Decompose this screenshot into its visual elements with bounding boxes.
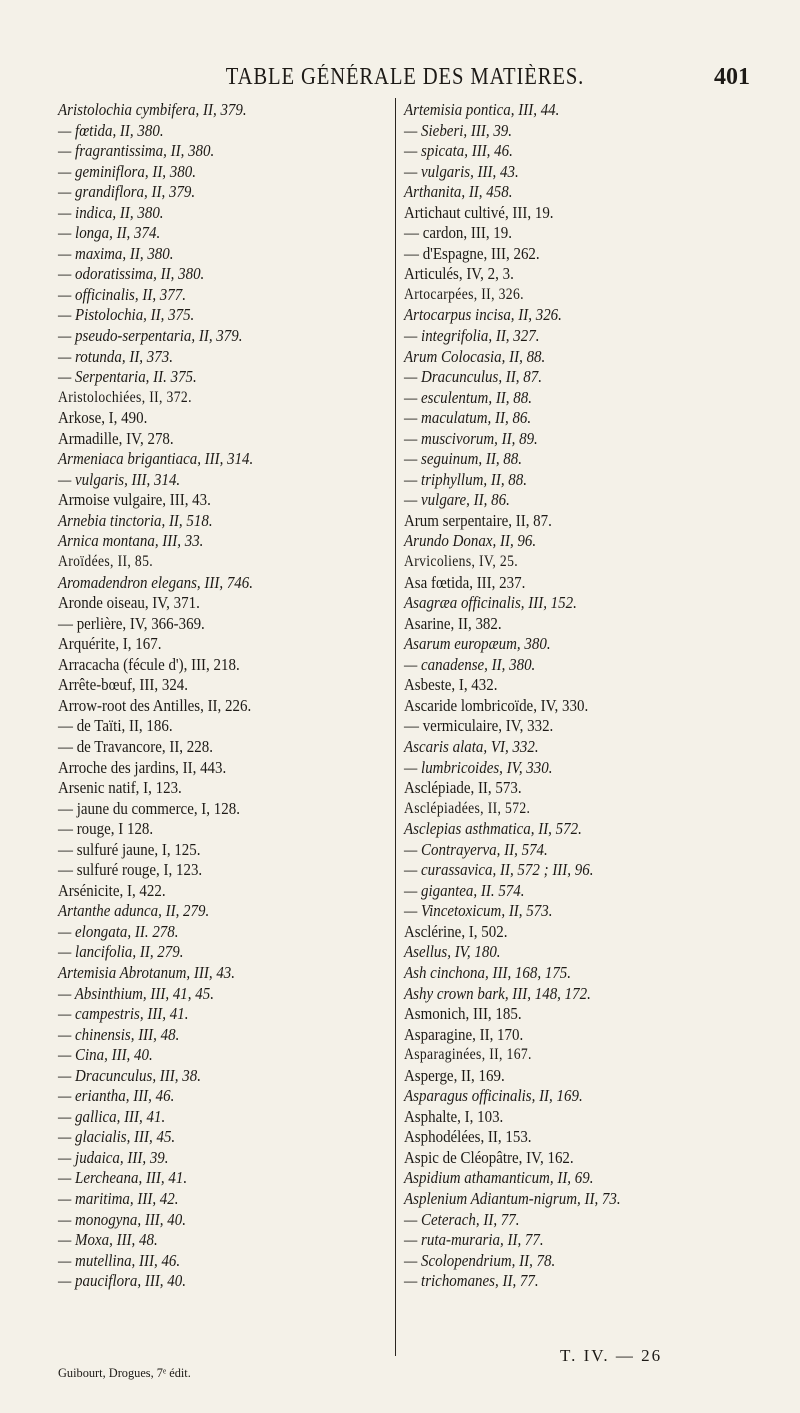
index-entry: Artichaut cultivé, III, 19. — [404, 202, 554, 222]
index-entry: Asparagus officinalis, II, 169. — [404, 1086, 583, 1106]
index-entry: — de Travancore, II, 228. — [58, 736, 213, 756]
index-entry: Asclépiade, II, 573. — [404, 778, 522, 798]
index-entry: — Pistolochia, II, 375. — [58, 305, 195, 325]
index-entry: Asparagine, II, 170. — [404, 1024, 524, 1044]
index-column-left — [58, 100, 388, 1292]
index-entry: — rouge, I 128. — [58, 819, 154, 839]
page-title: TABLE GÉNÉRALE DES MATIÈRES. — [225, 64, 585, 90]
index-entry: Asclérine, I, 502. — [404, 921, 508, 941]
index-entry: — fœtida, II, 380. — [58, 120, 164, 140]
index-entry: Arsenic natif, I, 123. — [58, 778, 182, 798]
index-entry: Arundo Donax, II, 96. — [404, 531, 537, 551]
index-entry: — Vincetoxicum, II, 573. — [404, 901, 553, 921]
index-entry: — vulgaris, III, 43. — [404, 161, 519, 181]
index-entry: Ascaris alata, VI, 332. — [404, 736, 539, 756]
index-entry: Aronde oiseau, IV, 371. — [58, 593, 200, 613]
index-entry: Arrête-bœuf, III, 324. — [58, 675, 189, 695]
index-entry: Artanthe adunca, II, 279. — [58, 901, 210, 921]
index-entry: Asphodélées, II, 153. — [404, 1127, 532, 1147]
index-entry: Asperge, II, 169. — [404, 1065, 505, 1085]
index-entry: Asclepias asthmatica, II, 572. — [404, 819, 582, 839]
index-entry: — vulgaris, III, 314. — [58, 469, 181, 489]
index-entry: — spicata, III, 46. — [404, 141, 513, 161]
index-entry: Arnebia tinctoria, II, 518. — [58, 510, 213, 530]
index-entry: Arrow-root des Antilles, II, 226. — [58, 695, 252, 715]
index-entry: — cardon, III, 19. — [404, 223, 513, 243]
index-entry: — monogyna, III, 40. — [58, 1209, 186, 1229]
index-entry: — gallica, III, 41. — [58, 1106, 166, 1126]
index-entry: — muscivorum, II, 89. — [404, 428, 538, 448]
index-entry: Arum Colocasia, II, 88. — [404, 346, 546, 366]
index-entry: Ash cinchona, III, 168, 175. — [404, 962, 572, 982]
index-entry: — Dracunculus, III, 38. — [58, 1065, 201, 1085]
index-entry: — Sieberi, III, 39. — [404, 120, 513, 140]
index-entry: Arquérite, I, 167. — [58, 634, 162, 654]
index-entry: — canadense, II, 380. — [404, 654, 536, 674]
index-entry: — gigantea, II. 574. — [404, 880, 525, 900]
index-entry: — grandiflora, II, 379. — [58, 182, 196, 202]
index-entry: — Scolopendrium, II, 78. — [404, 1250, 556, 1270]
index-entry: — jaune du commerce, I, 128. — [58, 798, 240, 818]
index-entry: Artocarpus incisa, II, 326. — [404, 305, 562, 325]
index-entry: — Contrayerva, II, 574. — [404, 839, 548, 859]
index-entry: Ascaride lombricoïde, IV, 330. — [404, 695, 589, 715]
index-entry: — vermiculaire, IV, 332. — [404, 716, 554, 736]
index-entry: — campestris, III, 41. — [58, 1004, 189, 1024]
index-entry: Arnica montana, III, 33. — [58, 531, 204, 551]
index-entry: Asclépiadées, II, 572. — [404, 799, 531, 817]
index-entry: Asplenium Adiantum-nigrum, II, 73. — [404, 1188, 621, 1208]
index-entry: — trichomanes, II, 77. — [404, 1271, 539, 1291]
index-entry: Armadille, IV, 278. — [58, 428, 174, 448]
index-entry: — de Taïti, II, 186. — [58, 716, 173, 736]
index-entry: Arum serpentaire, II, 87. — [404, 510, 552, 530]
index-entry: — Lercheana, III, 41. — [58, 1168, 188, 1188]
index-entry: — judaica, III, 39. — [58, 1147, 169, 1167]
index-entry: — vulgare, II, 86. — [404, 490, 510, 510]
index-entry: Artocarpées, II, 326. — [404, 285, 524, 303]
publisher-note: Guibourt, Drogues, 7ᵉ édit. — [58, 1365, 191, 1380]
index-entry: Aristolochia cymbifera, II, 379. — [58, 100, 247, 119]
index-entry: — pseudo-serpentaria, II, 379. — [58, 326, 243, 346]
index-entry: — Cina, III, 40. — [58, 1045, 153, 1065]
index-entry: — sulfuré jaune, I, 125. — [58, 839, 201, 859]
index-entry: — pauciflora, III, 40. — [58, 1271, 186, 1291]
index-entry: — fragrantissima, II, 380. — [58, 141, 215, 161]
index-entry: Arroche des jardins, II, 443. — [58, 757, 227, 777]
index-entry: — Ceterach, II, 77. — [404, 1209, 520, 1229]
index-entry: Articulés, IV, 2, 3. — [404, 264, 514, 284]
index-entry: — eriantha, III, 46. — [58, 1086, 175, 1106]
index-entry: — curassavica, II, 572 ; III, 96. — [404, 860, 594, 880]
volume-signature: T. IV. — 26 — [560, 1346, 663, 1365]
index-entry: Asbeste, I, 432. — [404, 675, 498, 695]
index-entry: Asparaginées, II, 167. — [404, 1046, 532, 1064]
index-entry: Aspidium athamanticum, II, 69. — [404, 1168, 594, 1188]
index-entry: — esculentum, II, 88. — [404, 387, 532, 407]
index-entry: — lancifolia, II, 279. — [58, 942, 184, 962]
index-entry: — Moxa, III, 48. — [58, 1230, 158, 1250]
index-entry: Arvicoliens, IV, 25. — [404, 553, 519, 571]
index-entry: — ruta-muraria, II, 77. — [404, 1230, 544, 1250]
index-entry: Artemisia pontica, III, 44. — [404, 100, 560, 119]
index-entry: — maculatum, II, 86. — [404, 408, 532, 428]
index-entry: Asellus, IV, 180. — [404, 942, 501, 962]
index-entry: Ashy crown bark, III, 148, 172. — [404, 983, 591, 1003]
index-entry: Aspic de Cléopâtre, IV, 162. — [404, 1147, 574, 1167]
index-entry: — longa, II, 374. — [58, 223, 161, 243]
index-entry: Arracacha (fécule d'), III, 218. — [58, 654, 240, 674]
index-entry: — indica, II, 380. — [58, 202, 164, 222]
index-entry: Asagræa officinalis, III, 152. — [404, 593, 577, 613]
index-entry: — d'Espagne, III, 262. — [404, 243, 540, 263]
index-entry: — maxima, II, 380. — [58, 243, 174, 263]
index-entry: — Serpentaria, II. 375. — [58, 367, 197, 387]
index-entry: — odoratissima, II, 380. — [58, 264, 205, 284]
index-entry: — maritima, III, 42. — [58, 1188, 179, 1208]
index-entry: — chinensis, III, 48. — [58, 1024, 180, 1044]
page-header — [60, 64, 750, 98]
index-entry: Arsénicite, I, 422. — [58, 880, 166, 900]
index-entry: Asa fœtida, III, 237. — [404, 572, 526, 592]
index-entry: Asphalte, I, 103. — [404, 1106, 504, 1126]
index-entry: Asarum europæum, 380. — [404, 634, 551, 654]
page-number: 401 — [714, 64, 750, 90]
index-entry: — triphyllum, II, 88. — [404, 469, 528, 489]
index-entry: — Dracunculus, II, 87. — [404, 367, 542, 387]
index-entry: — sulfuré rouge, I, 123. — [58, 860, 203, 880]
index-entry: — integrifolia, II, 327. — [404, 326, 540, 346]
index-entry: — perlière, IV, 366-369. — [58, 613, 205, 633]
index-entry: — officinalis, II, 377. — [58, 284, 186, 304]
index-entry: — mutellina, III, 46. — [58, 1250, 181, 1270]
index-entry: Arkose, I, 490. — [58, 408, 148, 428]
index-entry: Arthanita, II, 458. — [404, 182, 513, 202]
index-entry: Armeniaca brigantiaca, III, 314. — [58, 449, 254, 469]
index-entry: Aristolochiées, II, 372. — [58, 388, 192, 406]
index-entry: Aromadendron elegans, III, 746. — [58, 572, 254, 592]
index-entry: Artemisia Abrotanum, III, 43. — [58, 962, 236, 982]
index-entry: — rotunda, II, 373. — [58, 346, 173, 366]
index-column-right — [404, 100, 734, 1292]
index-entry: — geminiflora, II, 380. — [58, 161, 196, 181]
index-entry: — seguinum, II, 88. — [404, 449, 523, 469]
index-entry: — glacialis, III, 45. — [58, 1127, 176, 1147]
column-divider — [395, 98, 396, 1356]
index-entry: Aroïdées, II, 85. — [58, 553, 153, 571]
index-entry: Asmonich, III, 185. — [404, 1004, 522, 1024]
index-entry: — lumbricoides, IV, 330. — [404, 757, 553, 777]
index-entry: Asarine, II, 382. — [404, 613, 502, 633]
index-entry: — Absinthium, III, 41, 45. — [58, 983, 214, 1003]
index-entry: Armoise vulgaire, III, 43. — [58, 490, 211, 510]
index-entry: — elongata, II. 278. — [58, 921, 179, 941]
